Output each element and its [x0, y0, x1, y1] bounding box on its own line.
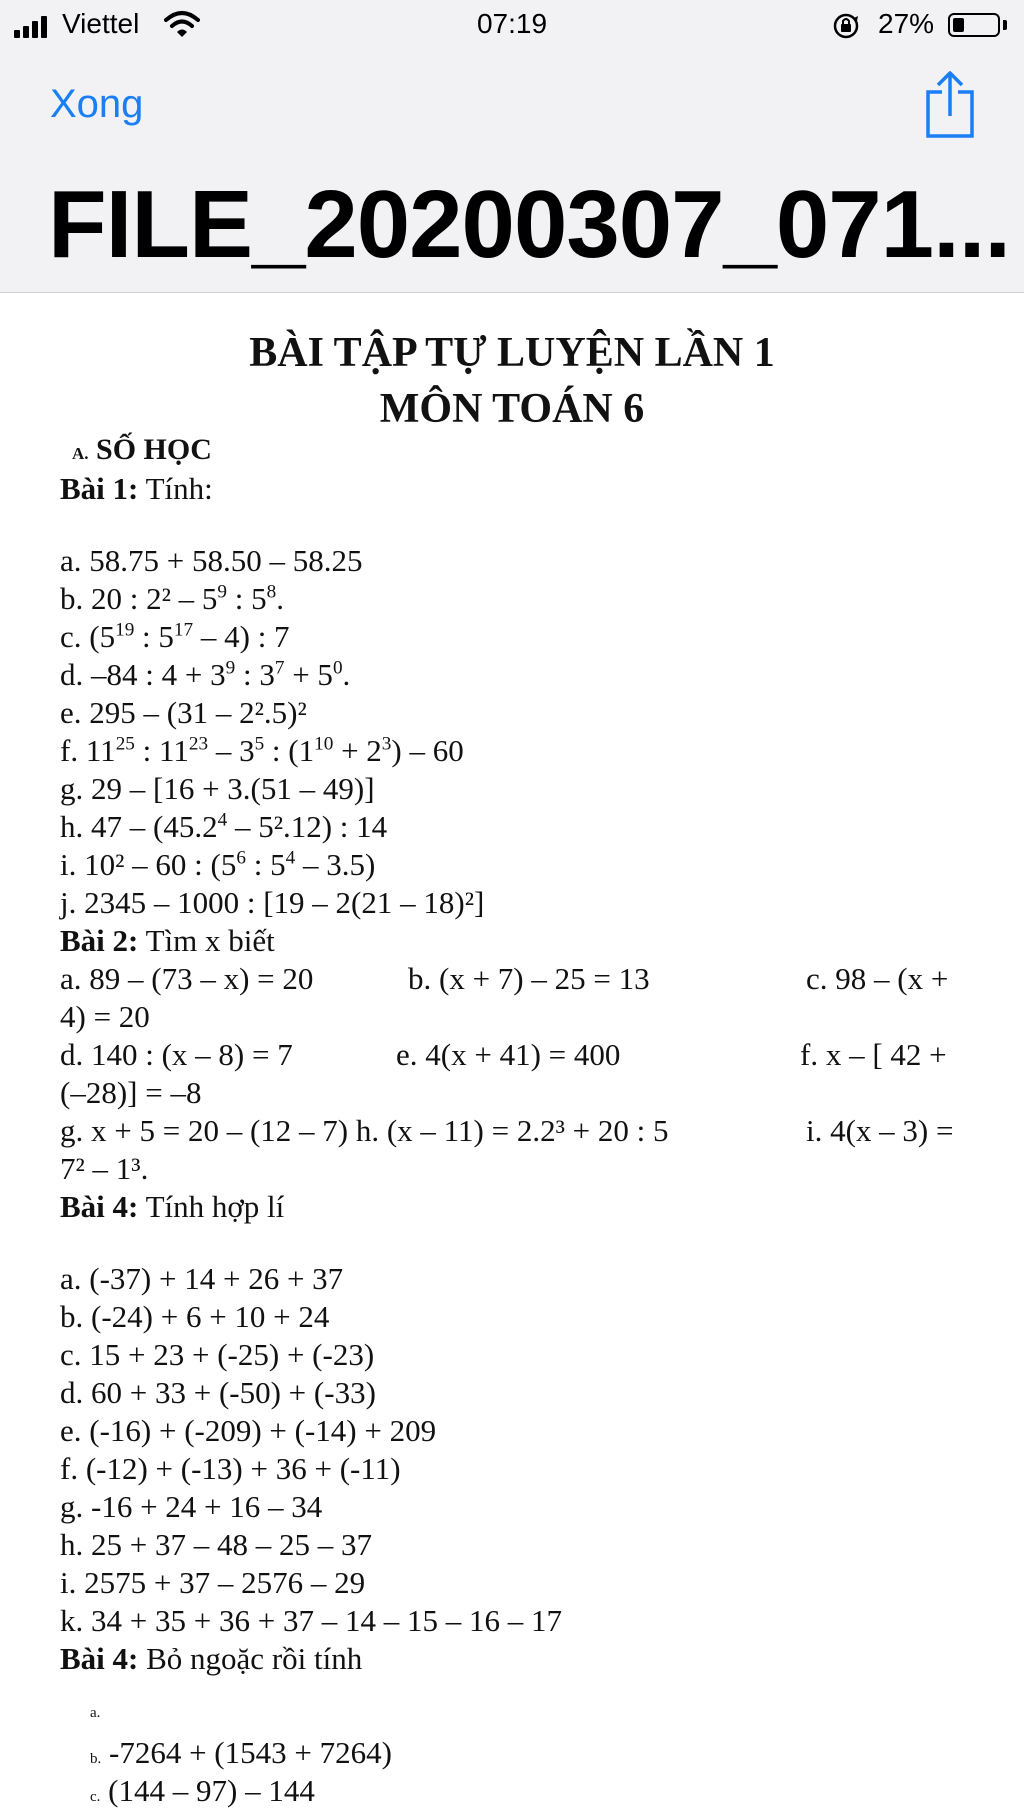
- ex4-item: a. (-37) + 14 + 26 + 37: [60, 1261, 344, 1296]
- exponent: 10: [314, 733, 334, 755]
- ex1-f-part: : (1: [264, 733, 315, 768]
- ex2-item-d: d. 140 : (x – 8) = 7: [60, 1037, 293, 1072]
- section-heading: [72, 433, 212, 467]
- ex1-item-d: [60, 657, 350, 693]
- ex1-c-part: c. (5: [60, 619, 116, 654]
- exercise-label: Bài 1:: [60, 471, 139, 506]
- carrier-label: Viettel: [62, 8, 140, 39]
- ex2-item-b: b. (x + 7) – 25 = 13: [408, 961, 650, 996]
- exponent: 19: [115, 619, 135, 641]
- ex2-item-gh: g. x + 5 = 20 – (12 – 7) h. (x – 11) = 2.2³ + 20 : 5: [60, 1113, 669, 1148]
- exponent: 0: [332, 657, 343, 679]
- rotation-lock-icon: [832, 12, 860, 40]
- ex2-item-e: e. 4(x + 41) = 400: [396, 1037, 621, 1072]
- exponent: 17: [173, 619, 194, 641]
- ex4-item: e. (-16) + (-209) + (-14) + 209: [60, 1413, 437, 1448]
- battery-tip: [1003, 20, 1007, 30]
- ex4-item: h. 25 + 37 – 48 – 25 – 37: [60, 1527, 372, 1562]
- exponent: 7: [274, 657, 285, 679]
- exercise-1-heading: [60, 471, 213, 507]
- battery-icon: [948, 13, 1000, 37]
- ex4-item: c. 15 + 23 + (-25) + (-23): [60, 1337, 375, 1372]
- exercise-text: Bỏ ngoặc rồi tính: [146, 1641, 363, 1676]
- ex1-d-part: + 5: [284, 657, 333, 692]
- exercise-label: Bài 4:: [60, 1189, 139, 1224]
- battery-percent: 27%: [878, 8, 935, 39]
- navigation-bar: [0, 52, 1024, 293]
- ex4-item: k. 34 + 35 + 36 + 37 – 14 – 15 – 16 – 17: [60, 1603, 562, 1638]
- exponent: 23: [188, 733, 209, 755]
- ex1-item-a: a. 58.75 + 58.50 – 58.25: [60, 543, 363, 578]
- ex1-c-part: – 4) : 7: [193, 619, 290, 654]
- page-title: FILE_20200307_071...: [48, 171, 1011, 278]
- done-button[interactable]: Xong: [50, 82, 144, 126]
- ex2-item-f: f. x – [ 42 +: [800, 1037, 947, 1072]
- ex1-item-c: [60, 619, 290, 655]
- exponent: 8: [266, 581, 277, 603]
- ex1-item-e: e. 295 – (31 – 2².5)²: [60, 695, 307, 730]
- ex4b-item-b: [90, 1735, 392, 1771]
- ex1-f-part: f. 11: [60, 733, 116, 768]
- exercise-4b-heading: [60, 1641, 362, 1677]
- exponent: 9: [217, 581, 228, 603]
- ex4b-item-c: [90, 1773, 315, 1809]
- ex2-item-f-cont: (–28)] = –8: [60, 1075, 202, 1110]
- ex1-item-f: [60, 733, 464, 769]
- ex4-item: f. (-12) + (-13) + 36 + (-11): [60, 1451, 401, 1486]
- ex1-f-part: ) – 60: [391, 733, 464, 768]
- ex2-item-c: c. 98 – (x +: [806, 961, 949, 996]
- ex1-item-i: [60, 847, 375, 883]
- ex1-f-part: – 3: [208, 733, 255, 768]
- exercise-2-heading: [60, 923, 275, 959]
- ex1-d-part: d. –84 : 4 + 3: [60, 657, 226, 692]
- exponent: 5: [254, 733, 265, 755]
- section-name: SỐ HỌC: [96, 433, 212, 466]
- ex1-h-part: h. 47 – (45.2: [60, 809, 218, 844]
- share-icon[interactable]: [924, 70, 976, 140]
- exponent: 4: [285, 847, 296, 869]
- item-text: -7264 + (1543 + 7264): [109, 1735, 392, 1770]
- ex1-i-part: – 3.5): [295, 847, 376, 882]
- exponent: 3: [381, 733, 392, 755]
- exercise-label: Bài 2:: [60, 923, 139, 958]
- item-letter: c.: [90, 1789, 101, 1805]
- document-view[interactable]: [0, 293, 1024, 1820]
- ex4b-item-a: a.: [90, 1705, 101, 1721]
- ex1-c-part: : 5: [134, 619, 174, 654]
- ex1-item-g: g. 29 – [16 + 3.(51 – 49)]: [60, 771, 375, 806]
- ex4-item: b. (-24) + 6 + 10 + 24: [60, 1299, 330, 1334]
- item-letter: b.: [90, 1751, 102, 1767]
- ex2-item-i-cont: 7² – 1³.: [60, 1151, 149, 1186]
- ex4-item: i. 2575 + 37 – 2576 – 29: [60, 1565, 366, 1600]
- status-time: 07:19: [476, 8, 548, 39]
- ex1-i-part: i. 10² – 60 : (5: [60, 847, 237, 882]
- ex2-item-a: a. 89 – (73 – x) = 20: [60, 961, 314, 996]
- exponent: 9: [225, 657, 236, 679]
- ex1-item-h: [60, 809, 387, 845]
- ex1-b-part: .: [276, 581, 285, 616]
- exponent: 6: [236, 847, 246, 869]
- ex1-f-part: + 2: [333, 733, 382, 768]
- ex2-item-i: i. 4(x – 3) =: [806, 1113, 954, 1148]
- ex1-d-part: : 3: [235, 657, 275, 692]
- doc-title: BÀI TẬP TỰ LUYỆN LẦN 1: [249, 330, 775, 376]
- ex4-item: d. 60 + 33 + (-50) + (-33): [60, 1375, 376, 1410]
- ex1-b-part: b. 20 : 2² – 5: [60, 581, 218, 616]
- exercise-text: Tìm x biết: [145, 923, 275, 958]
- ex1-d-part: .: [342, 657, 351, 692]
- ex4-item: g. -16 + 24 + 16 – 34: [60, 1489, 323, 1524]
- ex2-item-c-cont: 4) = 20: [60, 999, 150, 1034]
- doc-subtitle: MÔN TOÁN 6: [379, 386, 645, 432]
- section-prefix: A.: [72, 444, 89, 463]
- status-bar: [0, 0, 1024, 52]
- exercise-label: Bài 4:: [60, 1641, 139, 1676]
- exercise-text: Tính:: [145, 471, 213, 506]
- ex1-h-part: – 5².12) : 14: [227, 809, 388, 844]
- ex1-item-b: [60, 581, 284, 617]
- ex1-i-part: : 5: [245, 847, 286, 882]
- ex1-b-part: : 5: [227, 581, 267, 616]
- exercise-text: Tính hợp lí: [145, 1189, 285, 1224]
- exponent: 25: [115, 733, 135, 755]
- exercise-4-heading: [60, 1189, 284, 1225]
- ex1-item-j: j. 2345 – 1000 : [19 – 2(21 – 18)²]: [60, 885, 485, 920]
- ex1-f-part: : 11: [134, 733, 189, 768]
- exponent: 4: [217, 809, 228, 831]
- item-text: (144 – 97) – 144: [108, 1773, 315, 1808]
